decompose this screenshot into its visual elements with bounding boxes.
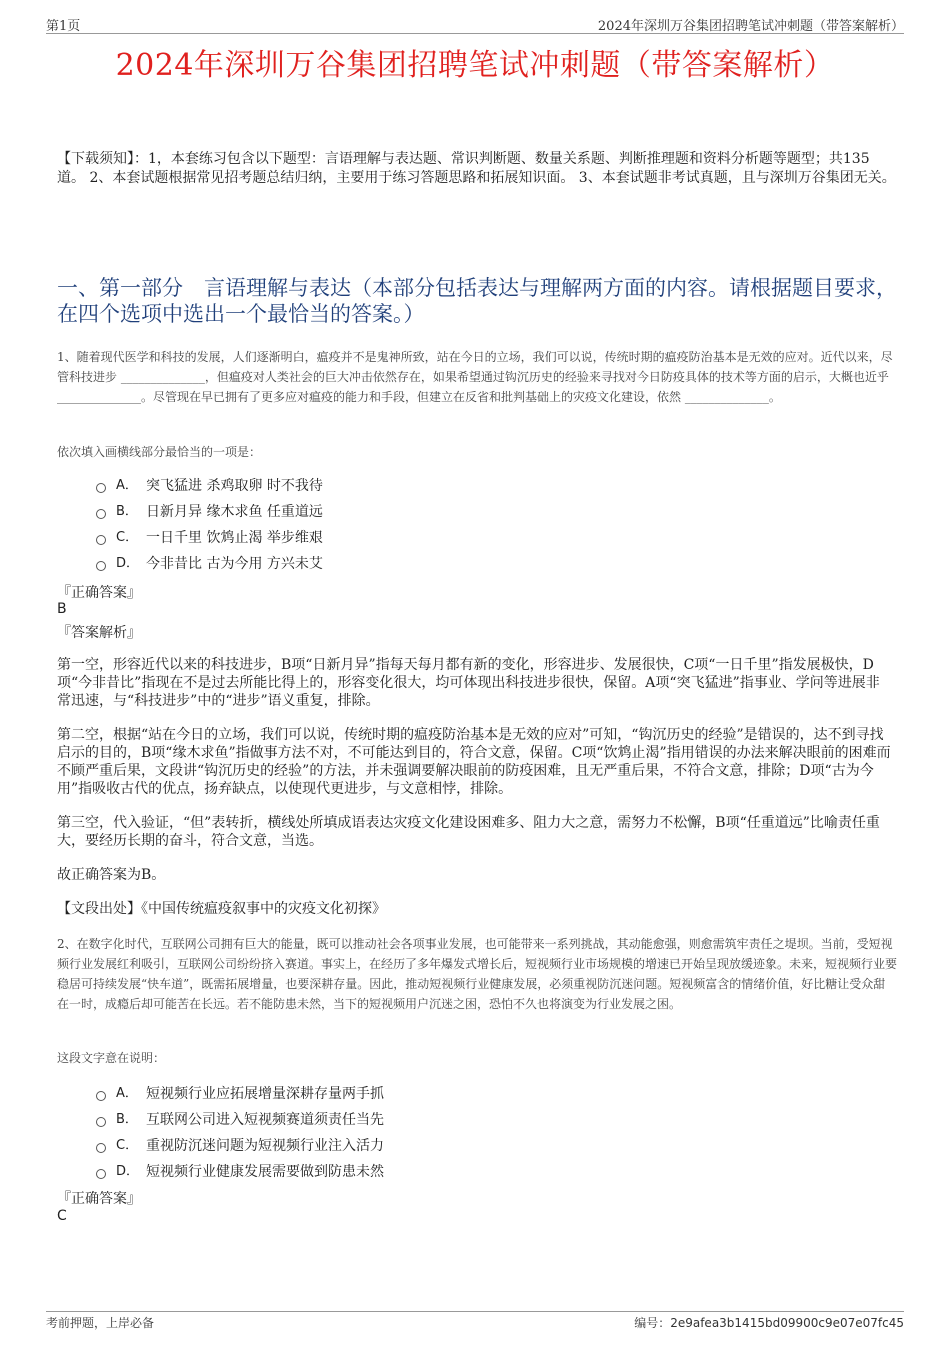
option-letter: D． [116,1164,140,1179]
option-text: 突飞猛进 杀鸡取卵 时不我待 [146,478,323,494]
footer-code-label: 编号： [634,1316,671,1330]
option-text: 重视防沉迷问题为短视频行业注入活力 [146,1138,384,1154]
radio-icon[interactable] [96,1091,106,1101]
question-2-prompt: 这段文字意在说明： [57,1051,166,1065]
option-c[interactable] [96,525,323,551]
option-letter: C． [116,1138,139,1153]
option-a[interactable] [96,1081,384,1107]
option-d[interactable] [96,1159,384,1185]
header-divider [46,33,904,34]
footer-code-value: 2e9afea3b1415bd09900c9e07e07fc45 [670,1316,904,1330]
option-letter: B． [116,1112,138,1127]
question-2-text: 2、在数字化时代，互联网公司拥有巨大的能量，既可以推动社会各项事业发展，也可能带来一系列挑战，其动能愈强，则愈需筑牢责任之堤坝。当前，受短视频行业发展红利吸引，互联网公司纷纷挤入赛道。事实上，在经历了多年爆发式增长后，短视频行业市场规模的增速已开始呈现放缓迹象。未来，短视频行业要稳居可持续发展“快车道”，既需拓展增量，也要深耕存量。因此，推动短视频行业健康发展，必须重视防沉迷问题。短视频富含的情绪价值，好比糖让受众甜在一时，成瘾后却可能苦在长远。若不能防患未然，当下的短视频用户沉迷之困，恐怕不久也将演变为行业发展之困。 [57,937,898,1011]
radio-icon[interactable] [96,1169,106,1179]
option-text: 一日千里 饮鸩止渴 举步维艰 [146,530,323,546]
option-letter: A． [116,478,138,493]
radio-icon[interactable] [96,1117,106,1127]
header-doc-title: 2024年深圳万谷集团招聘笔试冲刺题（带答案解析） [597,19,904,34]
option-text: 互联网公司进入短视频赛道须责任当先 [146,1112,384,1128]
analysis-conclusion: 故正确答案为B。 [57,867,166,883]
radio-icon[interactable] [96,535,106,545]
question-1-text: 1、随着现代医学和科技的发展，人们逐渐明白，瘟疫并不是鬼神所致，站在今日的立场，我们可以说，传统时期的瘟疫防治基本是无效的应对。近代以来，尽管科技进步 ______________，但瘟疫对人类社会的巨大冲击依然存在，如果希望通过钩沉历史的经验来寻找对今日防疫具体的技术等方面的启示，大概也近乎 ______________。尽管现在早已拥有了更多应对瘟疫的能力和手段，但建立在反省和批判基础上的灾疫文化建设，依然 ______________。 [57,350,893,404]
option-a[interactable] [96,473,323,499]
option-text: 短视频行业应拓展增量深耕存量两手抓 [146,1086,384,1102]
answer-label: 『正确答案』 [57,585,141,601]
analysis-paragraph-3: 第三空，代入验证，“但”表转折，横线处所填成语表达灾疫文化建设困难多、阻力大之意，需努力不松懈，B项“任重道远”比喻责任重大，要经历长期的奋斗，符合文意，当选。 [57,815,880,849]
source-citation: 【文段出处】《中国传统瘟疫叙事中的灾疫文化初探》 [57,901,386,917]
radio-icon[interactable] [96,1143,106,1153]
question-1-prompt: 依次填入画横线部分最恰当的一项是： [57,445,262,459]
radio-icon[interactable] [96,509,106,519]
radio-icon[interactable] [96,561,106,571]
option-letter: A． [116,1086,138,1101]
analysis-label: 『答案解析』 [57,625,141,641]
radio-icon[interactable] [96,483,106,493]
option-d[interactable] [96,551,323,577]
option-b[interactable] [96,499,323,525]
analysis-paragraph-1: 第一空，形容近代以来的科技进步，B项“日新月异”指每天每月都有新的变化，形容进步、发展很快，C项“一日千里”指发展极快，D项“今非昔比”指现在不是过去所能比得上的，形容变化很大，均可体现出科技进步很快，保留。A项“突飞猛进”指事业、学问等进展非常迅速，与“科技进步”中的“进步”语义重复，排除。 [57,657,880,709]
section-heading: 一、第一部分 言语理解与表达（本部分包括表达与理解两方面的内容。请根据题目要求，在四个选项中选出一个最恰当的答案。） [57,276,897,326]
option-letter: C． [116,530,139,545]
option-text: 今非昔比 古为今用 方兴未艾 [146,556,323,572]
option-letter: B． [116,504,138,519]
question-2-options [96,1081,384,1185]
option-letter: D． [116,556,140,571]
answer-value: C [57,1208,67,1224]
option-c[interactable] [96,1133,384,1159]
answer-label: 『正确答案』 [57,1191,141,1207]
analysis-paragraph-2: 第二空，根据“站在今日的立场，我们可以说，传统时期的瘟疫防治基本是无效的应对”可知，“钩沉历史的经验”是错误的，达不到寻找启示的目的，B项“缘木求鱼”指做事方法不对，不可能达到目的，符合文意，保留。C项“饮鸩止渴”指用错误的办法来解决眼前的困难而不顾严重后果，文段讲“钩沉历史的经验”的方法，并未强调要解决眼前的防疫困难，且无严重后果，不符合文意，排除；D项“古为今用”指吸收古代的优点，扬弃缺点，以使现代更进步，与文意相悖，排除。 [57,727,891,797]
download-notice: 【下载须知】：1，本套练习包含以下题型：言语理解与表达题、常识判断题、数量关系题、判断推理题和资料分析题等题型；共135道。 2、本套试题根据常见招考题总结归纳，主要用于练习答题思路和拓展知识面。 3、本套试题非考试真题，且与深圳万谷集团无关。 [57,151,896,186]
answer-value: B [57,601,67,617]
option-text: 短视频行业健康发展需要做到防患未然 [146,1164,384,1180]
page-title: 2024年深圳万谷集团招聘笔试冲刺题（带答案解析） [115,48,835,83]
option-b[interactable] [96,1107,384,1133]
page-number: 第1页 [46,19,81,34]
question-1-options [96,473,323,577]
footer-slogan: 考前押题，上岸必备 [46,1316,155,1330]
option-text: 日新月异 缘木求鱼 任重道远 [146,504,323,520]
footer-divider [46,1311,904,1312]
footer-code [634,1314,904,1331]
